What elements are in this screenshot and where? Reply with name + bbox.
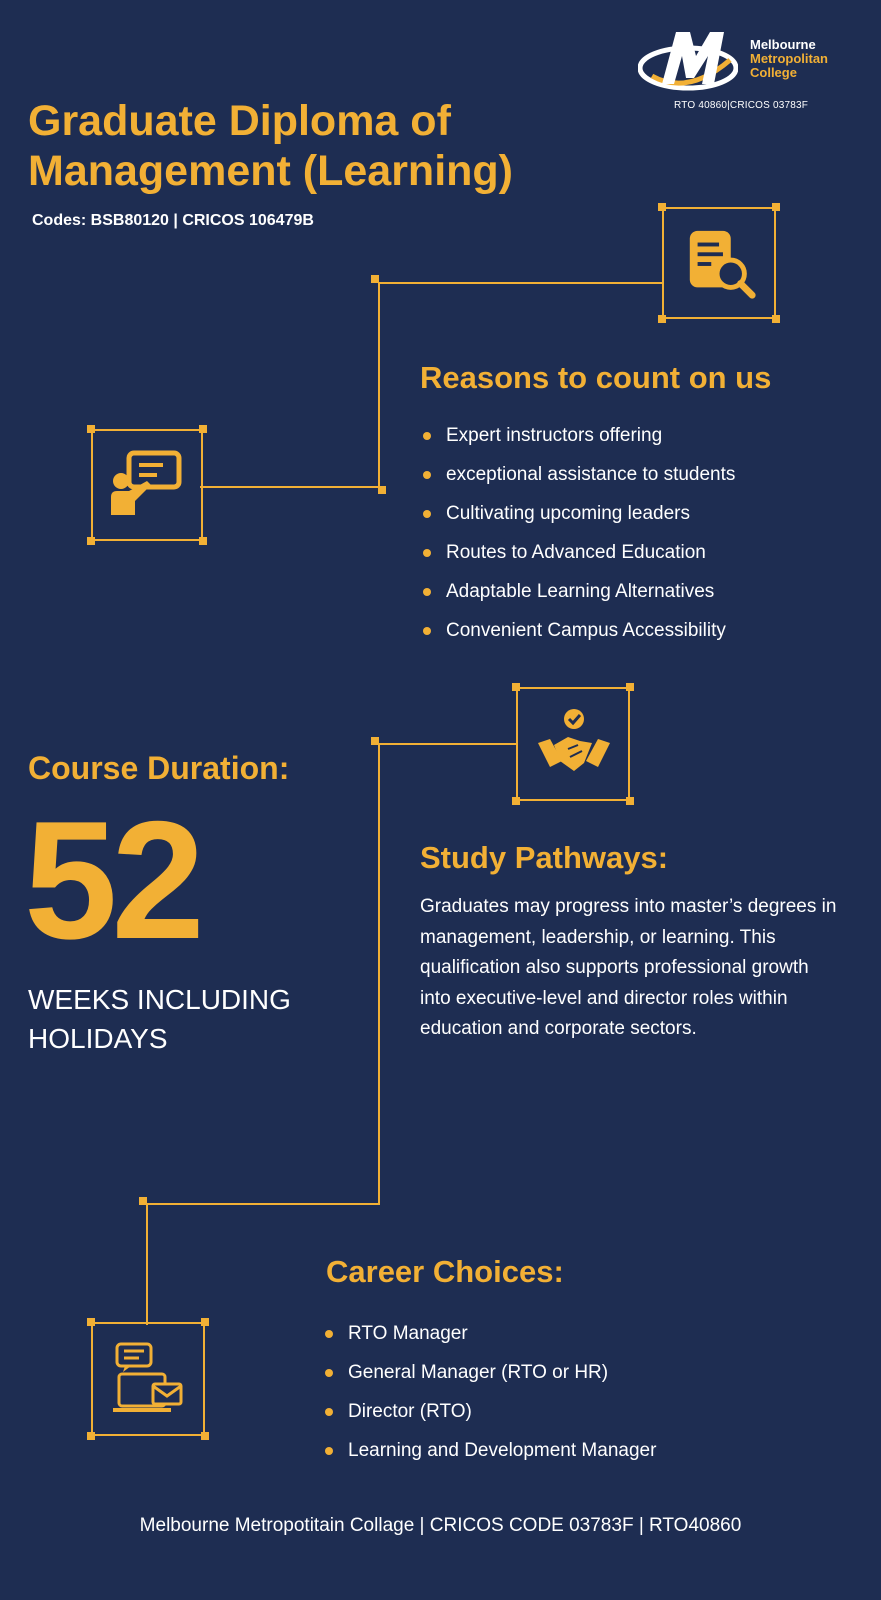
list-item: Cultivating upcoming leaders bbox=[420, 502, 860, 541]
document-search-frame bbox=[662, 207, 776, 319]
logo-name-line3: College bbox=[750, 65, 797, 80]
duration-number: 52 bbox=[24, 786, 199, 974]
document-search-icon bbox=[682, 225, 760, 303]
connector-line bbox=[146, 1203, 380, 1205]
college-logo bbox=[638, 26, 866, 116]
connector-line bbox=[378, 282, 380, 488]
list-item: Routes to Advanced Education bbox=[420, 541, 860, 580]
handshake-icon bbox=[534, 705, 614, 785]
list-item: Adaptable Learning Alternatives bbox=[420, 580, 860, 619]
logo-name-line2: Metropolitan bbox=[750, 51, 828, 66]
logo-m-icon bbox=[638, 26, 738, 96]
list-item: Convenient Campus Accessibility bbox=[420, 619, 860, 658]
list-item: Expert instructors offering bbox=[420, 424, 860, 463]
pathways-title: Study Pathways: bbox=[420, 840, 669, 875]
list-item: Director (RTO) bbox=[322, 1400, 822, 1439]
duration-title: Course Duration: bbox=[28, 750, 290, 786]
list-item: exceptional assistance to students bbox=[420, 463, 860, 502]
pathways-text: Graduates may progress into master’s degrees in management, leadership, or learning. This qualification also supports professional growth into executive-level and director roles within education and corporate sectors. bbox=[420, 896, 837, 1039]
connector-node bbox=[378, 486, 386, 494]
connector-line bbox=[378, 743, 518, 745]
list-item: Learning and Development Manager bbox=[322, 1439, 822, 1478]
logo-codes: RTO 40860|CRICOS 03783F bbox=[674, 100, 809, 111]
course-codes: Codes: BSB80120 | CRICOS 106479B bbox=[32, 212, 314, 229]
list-item: General Manager (RTO or HR) bbox=[322, 1361, 822, 1400]
handshake-frame bbox=[516, 687, 630, 801]
connector-line bbox=[378, 282, 664, 284]
page-title: Graduate Diploma of Management (Learning) bbox=[28, 97, 513, 195]
connector-line bbox=[146, 1203, 148, 1325]
presentation-icon bbox=[107, 445, 187, 525]
footer-text: Melbourne Metropotitain Collage | CRICOS CODE 03783F | RTO40860 bbox=[139, 1515, 742, 1536]
chat-laptop-mail-icon bbox=[109, 1340, 189, 1420]
logo-wordmark bbox=[750, 38, 828, 80]
duration-label: WEEKS INCLUDING HOLIDAYS bbox=[28, 984, 291, 1054]
connector-line bbox=[378, 743, 380, 1205]
reasons-list bbox=[420, 424, 860, 658]
connector-line bbox=[200, 486, 380, 488]
careers-title: Career Choices: bbox=[326, 1254, 564, 1289]
list-item: RTO Manager bbox=[322, 1322, 822, 1361]
career-icon-frame bbox=[91, 1322, 205, 1436]
reasons-title: Reasons to count on us bbox=[420, 360, 772, 395]
presentation-frame bbox=[91, 429, 203, 541]
careers-list bbox=[322, 1322, 822, 1478]
logo-name-line1: Melbourne bbox=[750, 37, 816, 52]
